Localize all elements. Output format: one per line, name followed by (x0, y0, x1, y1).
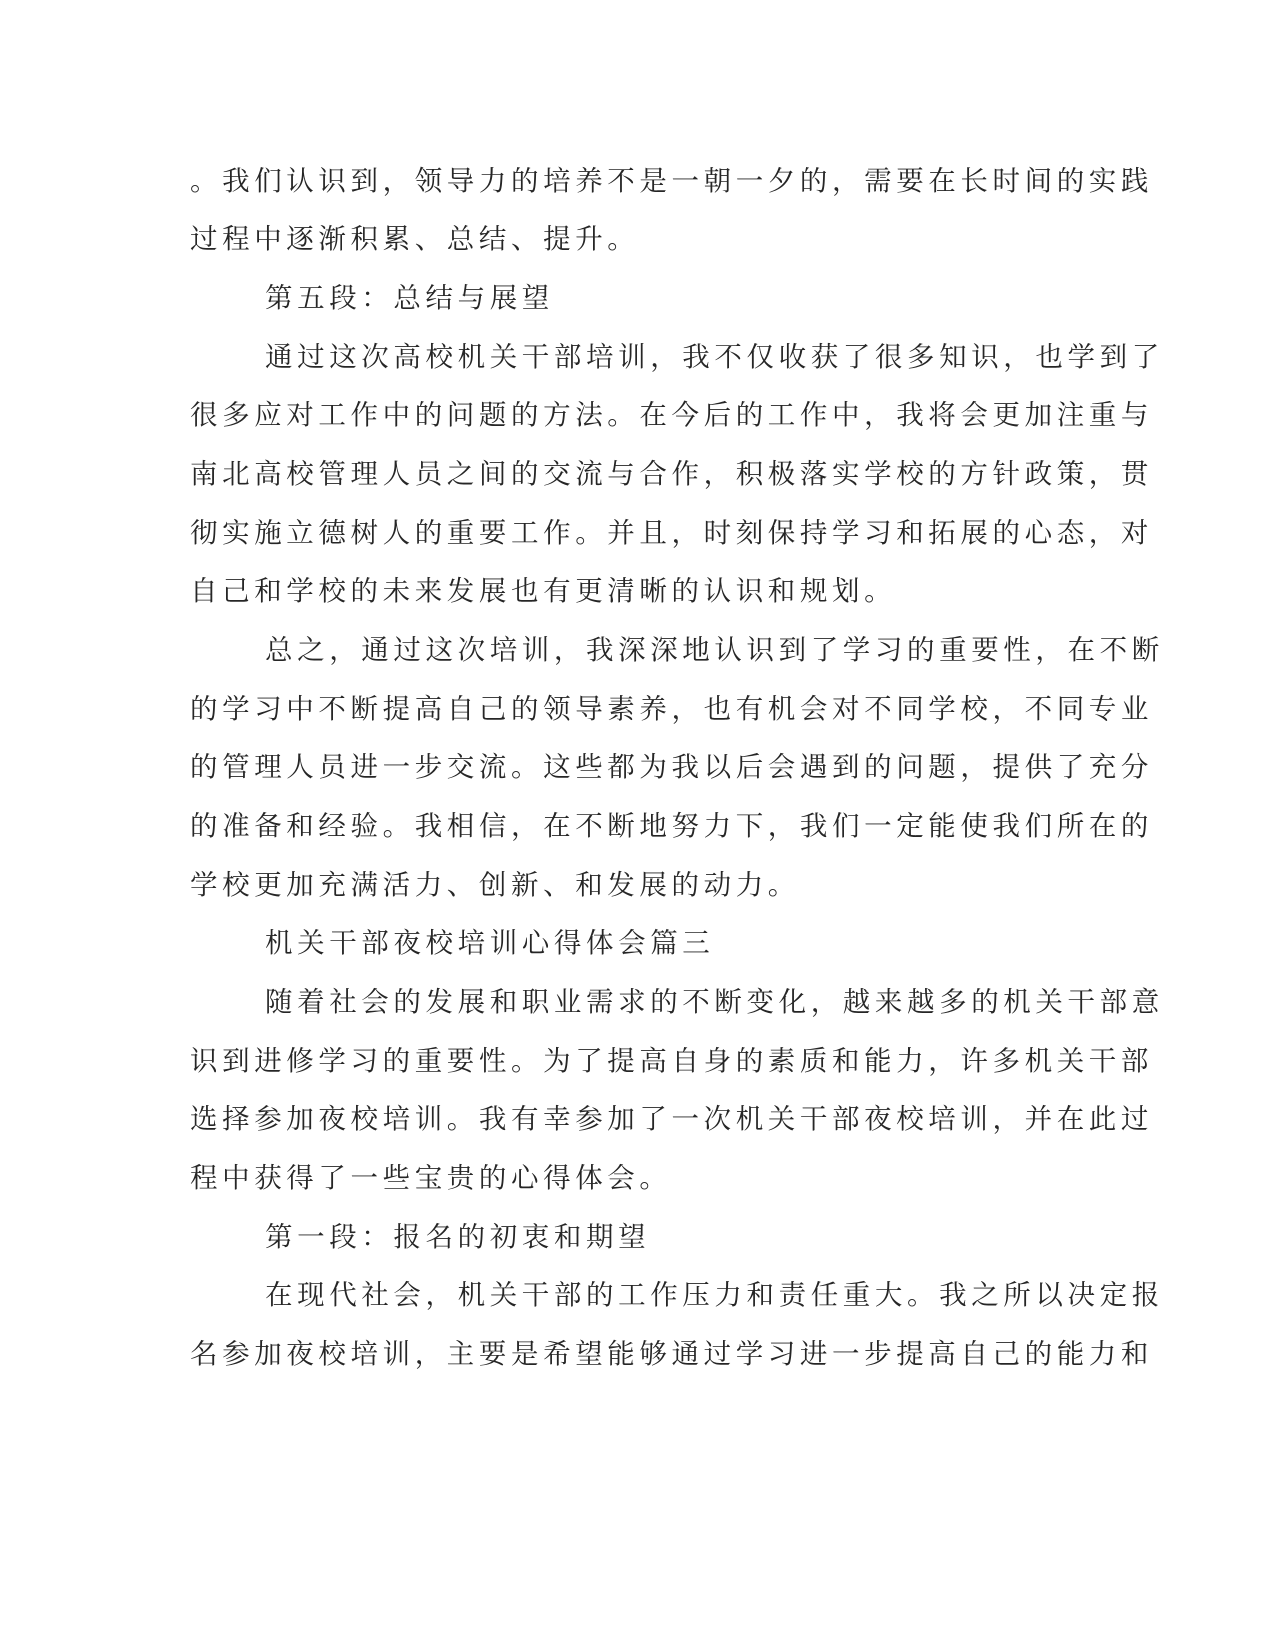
text-line: 选择参加夜校培训。我有幸参加了一次机关干部夜校培训，并在此过 (190, 1103, 1153, 1135)
text-line: 随着社会的发展和职业需求的不断变化，越来越多的机关干部意 (265, 986, 1164, 1018)
section-heading: 机关干部夜校培训心得体会篇三 (265, 927, 715, 959)
text-line: 南北高校管理人员之间的交流与合作，积极落实学校的方针政策，贯 (190, 458, 1153, 490)
text-line: 程中获得了一些宝贵的心得体会。 (190, 1162, 672, 1194)
text-line: 在现代社会，机关干部的工作压力和责任重大。我之所以决定报 (265, 1279, 1164, 1311)
text-line: 的准备和经验。我相信，在不断地努力下，我们一定能使我们所在的 (190, 810, 1153, 842)
text-line: 的学习中不断提高自己的领导素养，也有机会对不同学校，不同专业 (190, 693, 1153, 725)
text-line: 识到进修学习的重要性。为了提高自身的素质和能力，许多机关干部 (190, 1045, 1153, 1077)
text-line: 很多应对工作中的问题的方法。在今后的工作中，我将会更加注重与 (190, 399, 1153, 431)
text-line: 。我们认识到，领导力的培养不是一朝一夕的，需要在长时间的实践 (190, 165, 1153, 197)
text-line: 名参加夜校培训，主要是希望能够通过学习进一步提高自己的能力和 (190, 1338, 1153, 1370)
section-heading: 第五段：总结与展望 (265, 282, 554, 314)
text-line: 的管理人员进一步交流。这些都为我以后会遇到的问题，提供了充分 (190, 751, 1153, 783)
text-line: 总之，通过这次培训，我深深地认识到了学习的重要性，在不断 (265, 634, 1164, 666)
text-line: 彻实施立德树人的重要工作。并且，时刻保持学习和拓展的心态，对 (190, 517, 1153, 549)
section-heading: 第一段：报名的初衷和期望 (265, 1221, 651, 1253)
text-line: 学校更加充满活力、创新、和发展的动力。 (190, 869, 800, 901)
text-line: 过程中逐渐积累、总结、提升。 (190, 223, 640, 255)
text-line: 通过这次高校机关干部培训，我不仅收获了很多知识，也学到了 (265, 341, 1164, 373)
text-line: 自己和学校的未来发展也有更清晰的认识和规划。 (190, 575, 897, 607)
